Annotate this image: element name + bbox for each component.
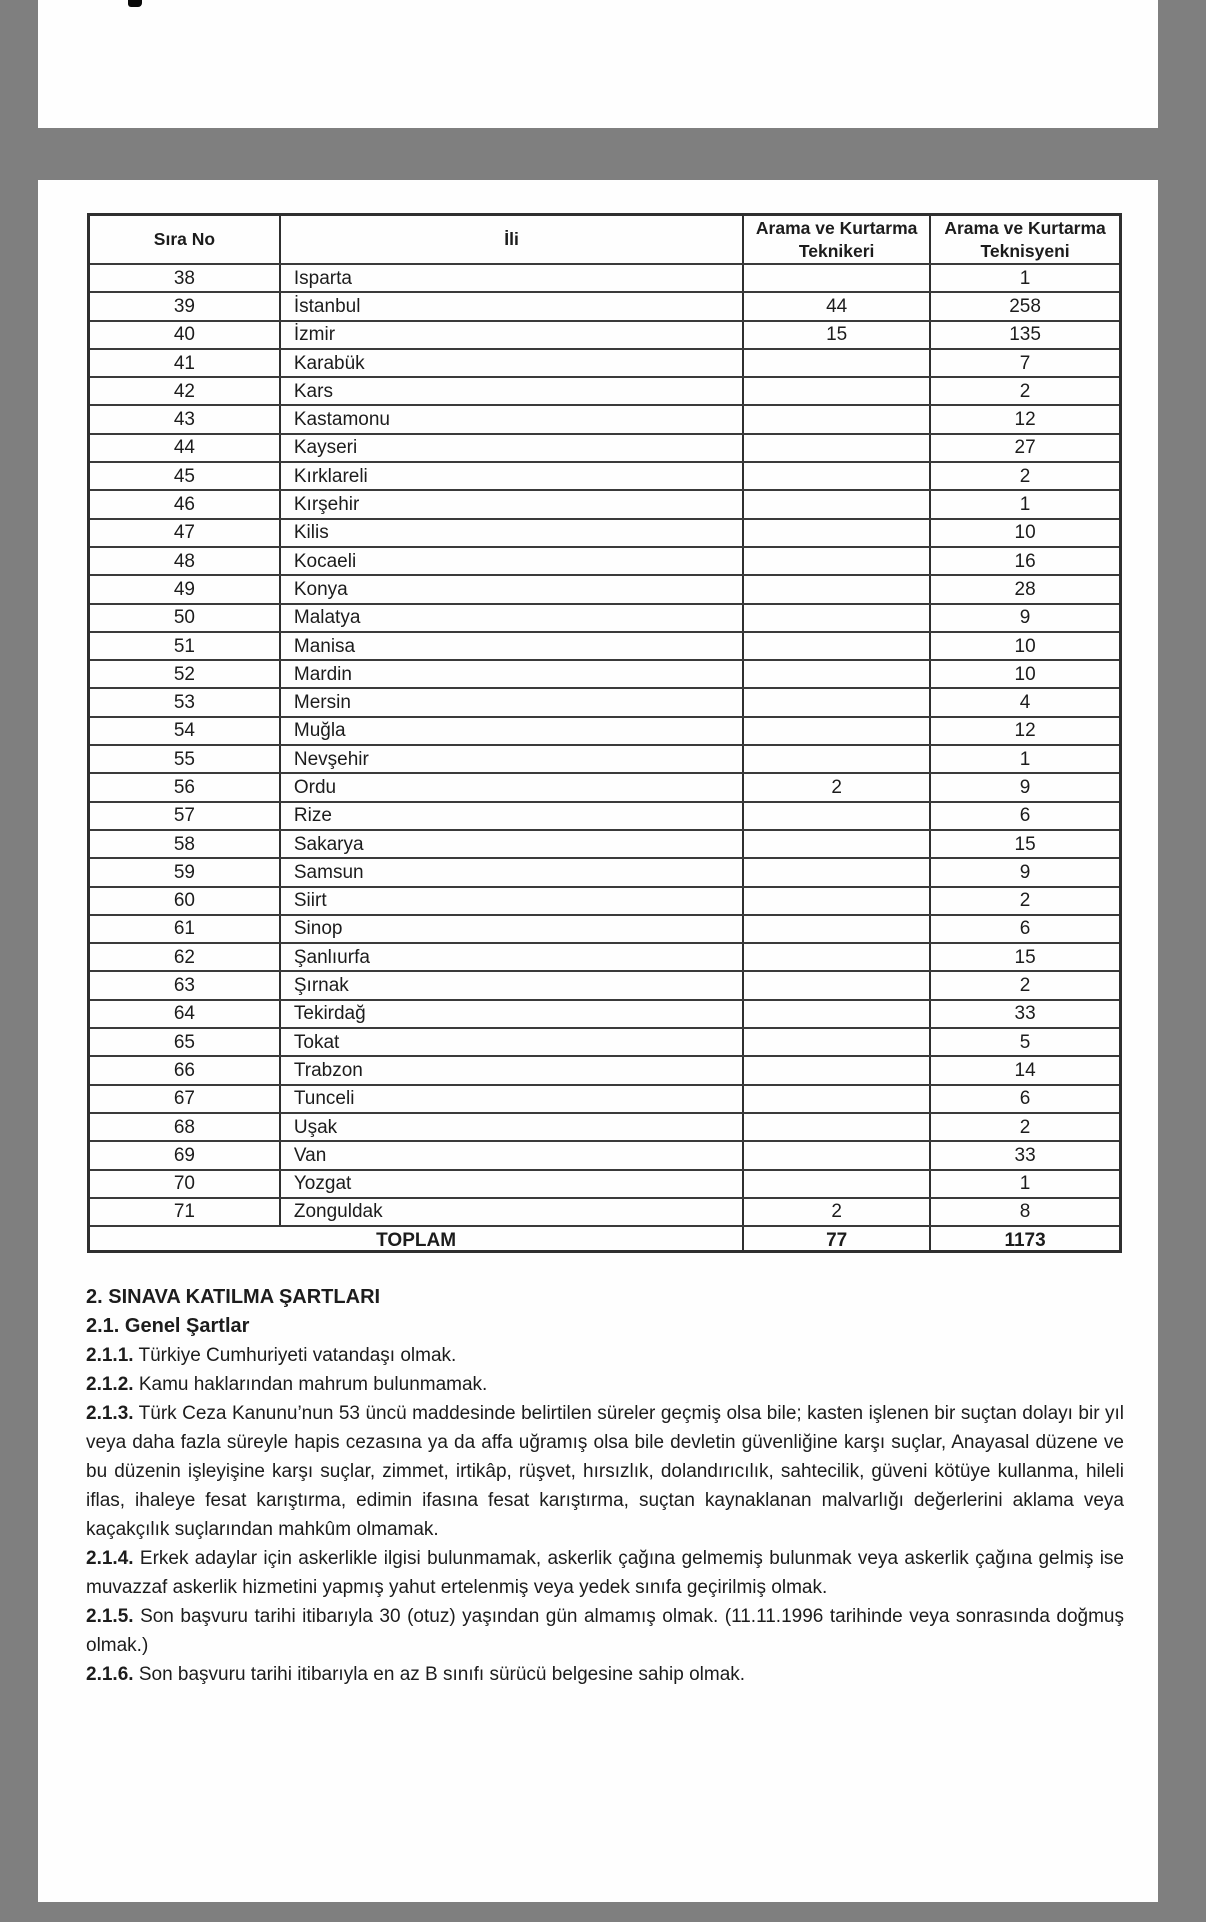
table-row [90,348,1119,376]
cell-teknisyeni: 15 [929,944,1119,970]
table-row [90,1112,1119,1140]
cell-sira-no: 60 [173,890,195,912]
table-row [90,886,1119,914]
cell-sira-no: 65 [173,1031,195,1053]
cell-sira-no: 71 [173,1201,195,1223]
cell-il: Şanlıurfa [279,944,742,970]
cell-il: Siirt [279,888,742,914]
cell-il: Mersin [279,689,742,715]
cell-sira-no: 48 [173,550,195,572]
table-row [90,376,1119,404]
cell-teknikeri [742,605,929,631]
recruitment-quota-table [87,213,1122,1253]
cell-il: Şırnak [279,972,742,998]
cell-sira-no: 41 [173,352,195,374]
cell-il: İstanbul [279,293,742,319]
cell-teknisyeni: 16 [929,548,1119,574]
cell-teknisyeni: 5 [929,1029,1119,1055]
table-row [90,829,1119,857]
header-teknikeri: Arama ve Kurtarma Teknikeri [742,216,929,263]
table-row [90,404,1119,432]
cell-il: Kayseri [279,435,742,461]
cell-teknisyeni: 9 [929,605,1119,631]
cell-sira-no: 39 [173,295,195,317]
clause-2-1-4 [86,1544,1124,1602]
cell-sira-no: 57 [173,805,195,827]
cell-sira-no: 68 [173,1116,195,1138]
cell-il: Tunceli [279,1086,742,1112]
table-row [90,1169,1119,1197]
cell-sira-no: 55 [173,748,195,770]
table-row [90,772,1119,800]
cell-teknisyeni: 27 [929,435,1119,461]
cell-sira-no: 58 [173,833,195,855]
cell-teknikeri: 44 [742,293,929,319]
header-il: İli [279,216,742,263]
cell-sira-no: 38 [173,267,195,289]
cell-teknisyeni: 2 [929,463,1119,489]
clause-number: 2.1.5. [86,1606,134,1627]
cell-sira-no: 51 [173,635,195,657]
clause-text: Türkiye Cumhuriyeti vatandaşı olmak. [138,1345,457,1366]
cell-sira-no: 63 [173,975,195,997]
cell-teknisyeni: 1 [929,746,1119,772]
cell-teknisyeni: 10 [929,661,1119,687]
cell-teknisyeni: 2 [929,888,1119,914]
table-row [90,1197,1119,1225]
document-page-top [38,0,1158,128]
table-header-row [90,216,1119,263]
total-teknisyeni: 1173 [929,1227,1119,1253]
cell-teknikeri [742,576,929,602]
cell-il: Ordu [279,774,742,800]
cell-teknikeri [742,1142,929,1168]
cell-teknikeri [742,1171,929,1197]
cell-il: Rize [279,803,742,829]
table-row [90,489,1119,517]
table-row [90,1140,1119,1168]
cell-sira-no: 62 [173,946,195,968]
document-page-main [38,180,1158,1902]
cell-sira-no: 66 [173,1059,195,1081]
cell-teknikeri [742,831,929,857]
cell-il: Nevşehir [279,746,742,772]
cell-sira-no: 43 [173,409,195,431]
cell-teknisyeni: 28 [929,576,1119,602]
cell-sira-no: 42 [173,380,195,402]
cell-sira-no: 53 [173,692,195,714]
clause-number: 2.1.4. [86,1548,134,1569]
cell-teknikeri [742,689,929,715]
cell-il: Tokat [279,1029,742,1055]
cell-teknisyeni: 135 [929,322,1119,348]
cell-teknikeri [742,661,929,687]
table-row [90,999,1119,1027]
cell-sira-no: 67 [173,1088,195,1110]
clause-2-1-1 [86,1341,1124,1370]
table-row [90,914,1119,942]
cell-il: Kocaeli [279,548,742,574]
cell-il: Sinop [279,916,742,942]
clause-number: 2.1.1. [86,1345,134,1366]
cell-teknisyeni: 9 [929,774,1119,800]
cell-il: Karabük [279,350,742,376]
cell-sira-no: 40 [173,324,195,346]
cell-il: Muğla [279,718,742,744]
cell-teknisyeni: 12 [929,406,1119,432]
cell-teknisyeni: 2 [929,972,1119,998]
cell-teknisyeni: 14 [929,1057,1119,1083]
cell-il: Konya [279,576,742,602]
clause-2-1-5 [86,1602,1124,1660]
table-row [90,546,1119,574]
total-teknikeri: 77 [742,1227,929,1253]
cell-teknikeri [742,944,929,970]
cell-sira-no: 44 [173,437,195,459]
cell-sira-no: 45 [173,465,195,487]
table-row [90,1027,1119,1055]
cell-teknisyeni: 7 [929,350,1119,376]
clause-2-1-6 [86,1660,1124,1689]
table-row [90,659,1119,687]
clause-2-1-3 [86,1399,1124,1544]
table-row [90,1084,1119,1112]
table-row [90,857,1119,885]
cell-il: Isparta [279,265,742,291]
cell-sira-no: 49 [173,578,195,600]
cell-il: Tekirdağ [279,1001,742,1027]
table-row [90,263,1119,291]
clause-number: 2.1.2. [86,1374,134,1395]
table-row [90,291,1119,319]
clause-2-1-2 [86,1370,1124,1399]
cell-teknikeri [742,265,929,291]
table-row [90,631,1119,659]
cell-il: Kars [279,378,742,404]
table-row [90,687,1119,715]
total-label: TOPLAM [376,1229,457,1251]
header-sira-no: Sıra No [153,229,216,250]
table-total-row [90,1225,1119,1253]
cell-il: Mardin [279,661,742,687]
cell-teknisyeni: 2 [929,1114,1119,1140]
cell-teknikeri [742,520,929,546]
cell-teknikeri: 15 [742,322,929,348]
cell-sira-no: 56 [173,776,195,798]
cell-teknisyeni: 6 [929,916,1119,942]
cell-sira-no: 50 [173,607,195,629]
table-row [90,1055,1119,1083]
cell-sira-no: 52 [173,663,195,685]
table-row [90,716,1119,744]
cell-il: İzmir [279,322,742,348]
cell-sira-no: 64 [173,1003,195,1025]
cell-il: Zonguldak [279,1199,742,1225]
cell-il: Van [279,1142,742,1168]
clause-text: Türk Ceza Kanunu’nun 53 üncü maddesinde belirtilen süreler geçmiş olsa bile; kasten işlenen bir suçtan dolayı bir yıl veya daha fazla süreyle hapis cezasına ya da affa uğramış olsa bile devletin güvenliğine karşı suçlar, Anayasal düzene ve bu düzenin işleyişine karşı suçlar, zimmet, irtikâp, rüşvet, hırsızlık, dolandırıcılık, sahtecilik, güveni kötüye kullanma, hileli iflas, ihaleye fesat karıştırma, edimin ifasına fesat karıştırma, suçtan kaynaklanan malvarlığı değerlerini aklama veya kaçakçılık suçlarından mahkûm olmamak. [86,1403,1125,1540]
cell-sira-no: 47 [173,522,195,544]
cell-teknikeri: 2 [742,774,929,800]
cell-sira-no: 54 [173,720,195,742]
clause-text: Erkek adaylar için askerlikle ilgisi bulunmamak, askerlik çağına gelmemiş bulunmak veya askerlik çağına gelmiş ise muvazzaf askerlik hizmetini yapmış yahut ertelenmiş veya yedek sınıfa geçirilmiş olmak. [86,1548,1125,1598]
clause-text: Kamu haklarından mahrum bulunmamak. [138,1374,488,1395]
cell-teknisyeni: 12 [929,718,1119,744]
table-row [90,603,1119,631]
cell-teknikeri [742,548,929,574]
cropped-text-fragment [128,0,142,7]
cell-teknikeri: 2 [742,1199,929,1225]
cell-il: Uşak [279,1114,742,1140]
cell-il: Sakarya [279,831,742,857]
cell-il: Kilis [279,520,742,546]
cell-sira-no: 61 [173,918,195,940]
cell-teknisyeni: 15 [929,831,1119,857]
table-row [90,801,1119,829]
cell-sira-no: 69 [173,1144,195,1166]
cell-teknikeri [742,803,929,829]
cell-sira-no: 70 [173,1173,195,1195]
section-heading: 2. SINAVA KATILMA ŞARTLARI [86,1286,381,1308]
cell-teknisyeni: 33 [929,1142,1119,1168]
cell-teknikeri [742,888,929,914]
table-row [90,518,1119,546]
cell-teknisyeni: 258 [929,293,1119,319]
clause-number: 2.1.3. [86,1403,134,1424]
cell-il: Malatya [279,605,742,631]
cell-teknikeri [742,406,929,432]
cell-teknisyeni: 6 [929,1086,1119,1112]
section-subheading: 2.1. Genel Şartlar [86,1315,250,1337]
cell-teknikeri [742,1057,929,1083]
table-row [90,942,1119,970]
cell-teknisyeni: 1 [929,265,1119,291]
cell-teknisyeni: 10 [929,520,1119,546]
cell-teknisyeni: 9 [929,859,1119,885]
table-row [90,461,1119,489]
cell-teknisyeni: 33 [929,1001,1119,1027]
table-row [90,744,1119,772]
cell-teknikeri [742,746,929,772]
clause-number: 2.1.6. [86,1664,134,1685]
cell-il: Kırşehir [279,491,742,517]
cell-teknikeri [742,491,929,517]
cell-teknisyeni: 2 [929,378,1119,404]
cell-il: Kastamonu [279,406,742,432]
cell-teknikeri [742,463,929,489]
clause-text: Son başvuru tarihi itibarıyla en az B sınıfı sürücü belgesine sahip olmak. [138,1664,746,1685]
cell-teknikeri [742,718,929,744]
cell-teknisyeni: 8 [929,1199,1119,1225]
header-teknisyeni: Arama ve Kurtarma Teknisyeni [929,216,1119,263]
cell-teknikeri [742,972,929,998]
cell-teknikeri [742,916,929,942]
conditions-section [86,1283,1124,1689]
cell-teknikeri [742,1086,929,1112]
cell-sira-no: 46 [173,494,195,516]
cell-il: Trabzon [279,1057,742,1083]
cell-teknikeri [742,435,929,461]
table-row [90,970,1119,998]
cell-il: Manisa [279,633,742,659]
cell-teknikeri [742,378,929,404]
cell-teknikeri [742,859,929,885]
cell-teknisyeni: 6 [929,803,1119,829]
cell-teknisyeni: 10 [929,633,1119,659]
cell-teknikeri [742,633,929,659]
table-row [90,320,1119,348]
cell-teknikeri [742,350,929,376]
clause-text: Son başvuru tarihi itibarıyla 30 (otuz) yaşından gün almamış olmak. (11.11.1996 tarihinde veya sonrasında doğmuş olmak.) [86,1606,1125,1656]
cell-il: Kırklareli [279,463,742,489]
cell-teknisyeni: 1 [929,491,1119,517]
table-row [90,433,1119,461]
cell-sira-no: 59 [173,861,195,883]
cell-teknikeri [742,1114,929,1140]
cell-teknisyeni: 4 [929,689,1119,715]
cell-il: Samsun [279,859,742,885]
table-row [90,574,1119,602]
cell-teknisyeni: 1 [929,1171,1119,1197]
cell-il: Yozgat [279,1171,742,1197]
cell-teknikeri [742,1001,929,1027]
cell-teknikeri [742,1029,929,1055]
